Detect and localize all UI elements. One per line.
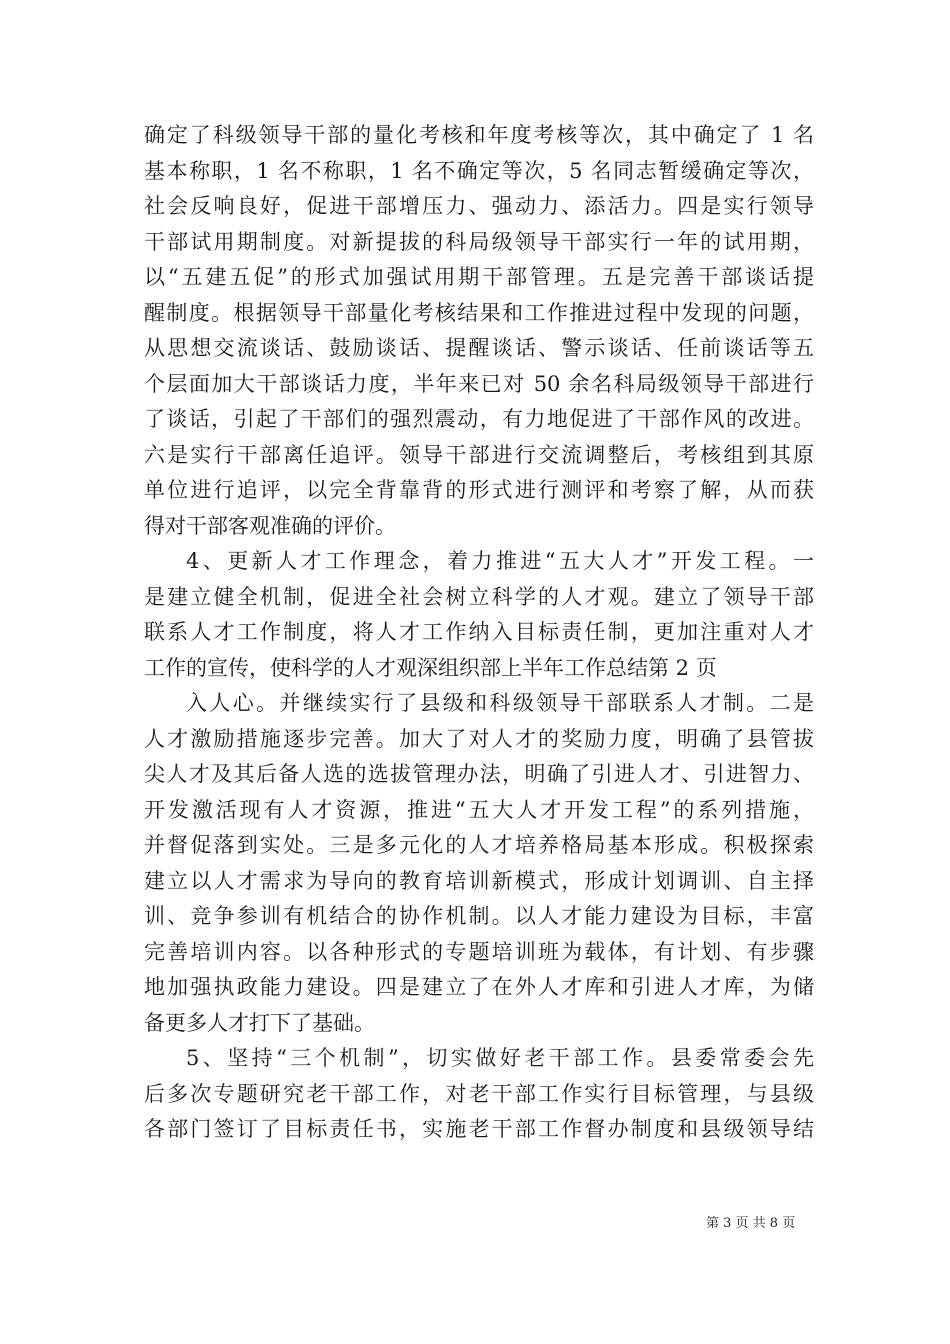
text-line: 干部试用期制度。对新提拔的科局级领导干部实行一年的试用期， xyxy=(144,229,814,254)
paragraph xyxy=(144,1041,814,1148)
page-number-footer: 第 3 页 共 8 页 xyxy=(706,1216,796,1231)
text-line: 后多次专题研究老干部工作，对老干部工作实行目标管理，与县级 xyxy=(144,1081,814,1106)
text-line: 社会反响良好，促进干部增压力、强动力、添活力。四是实行领导 xyxy=(144,194,814,218)
text-line: 工作的宣传，使科学的人才观深组织部上半年工作总结第 2 页 xyxy=(144,655,717,680)
text-line: 4、更新人才工作理念，着力推进“五大人才”开发工程。一 xyxy=(186,549,814,573)
paragraph xyxy=(144,118,814,544)
text-line: 从思想交流谈话、鼓励谈话、提醒谈话、警示谈话、任前谈话等五 xyxy=(144,336,814,360)
text-line: 地加强执政能力建设。四是建立了在外人才库和引进人才库，为储 xyxy=(144,975,814,999)
text-line: 备更多人才打下了基础。 xyxy=(144,1010,375,1035)
text-line: 并督促落到实处。三是多元化的人才培养格局基本形成。积极探索 xyxy=(144,833,814,857)
text-line: 联系人才工作制度，将人才工作纳入目标责任制，更加注重对人才 xyxy=(144,620,814,644)
text-line: 个层面加大干部谈话力度，半年来已对 50 余名科局级领导干部进行 xyxy=(144,371,814,396)
text-line: 开发激活现有人才资源，推进“五大人才开发工程”的系列措施， xyxy=(144,797,814,822)
document-body xyxy=(144,118,814,1148)
text-line: 训、竞争参训有机结合的协作机制。以人才能力建设为目标，丰富 xyxy=(144,904,814,928)
text-line: 建立以人才需求为导向的教育培训新模式，形成计划调训、自主择 xyxy=(144,868,814,893)
text-line: 基本称职，1 名不称职，1 名不确定等次，5 名同志暂缓确定等次， xyxy=(144,158,814,183)
text-line: 人才激励措施逐步完善。加大了对人才的奖励力度，明确了县管拔 xyxy=(144,726,814,751)
text-line: 醒制度。根据领导干部量化考核结果和工作推进过程中发现的问题， xyxy=(144,300,814,325)
text-line: 各部门签订了目标责任书，实施老干部工作督办制度和县级领导结 xyxy=(144,1117,814,1141)
text-line: 是建立健全机制，促进全社会树立科学的人才观。建立了领导干部 xyxy=(144,584,814,609)
paragraph xyxy=(144,544,814,686)
text-line: 入人心。并继续实行了县级和科级领导干部联系人才制。二是 xyxy=(186,691,814,715)
text-line: 5、坚持“三个机制”，切实做好老干部工作。县委常委会先 xyxy=(186,1046,814,1070)
text-line: 单位进行追评，以完全背靠背的形式进行测评和考察了解，从而获 xyxy=(144,478,814,502)
text-line: 以“五建五促”的形式加强试用期干部管理。五是完善干部谈话提 xyxy=(144,265,814,289)
text-line: 得对干部客观准确的评价。 xyxy=(144,513,396,538)
text-line: 六是实行干部离任追评。领导干部进行交流调整后，考核组到其原 xyxy=(144,442,814,467)
text-line: 确定了科级领导干部的量化考核和年度考核等次，其中确定了 1 名 xyxy=(144,123,814,147)
text-line: 尖人才及其后备人选的选拔管理办法，明确了引进人才、引进智力、 xyxy=(144,762,814,786)
text-line: 了谈话，引起了干部们的强烈震动，有力地促进了干部作风的改进。 xyxy=(144,407,814,431)
paragraph xyxy=(144,686,814,1041)
text-line: 完善培训内容。以各种形式的专题培训班为载体，有计划、有步骤 xyxy=(144,939,814,964)
